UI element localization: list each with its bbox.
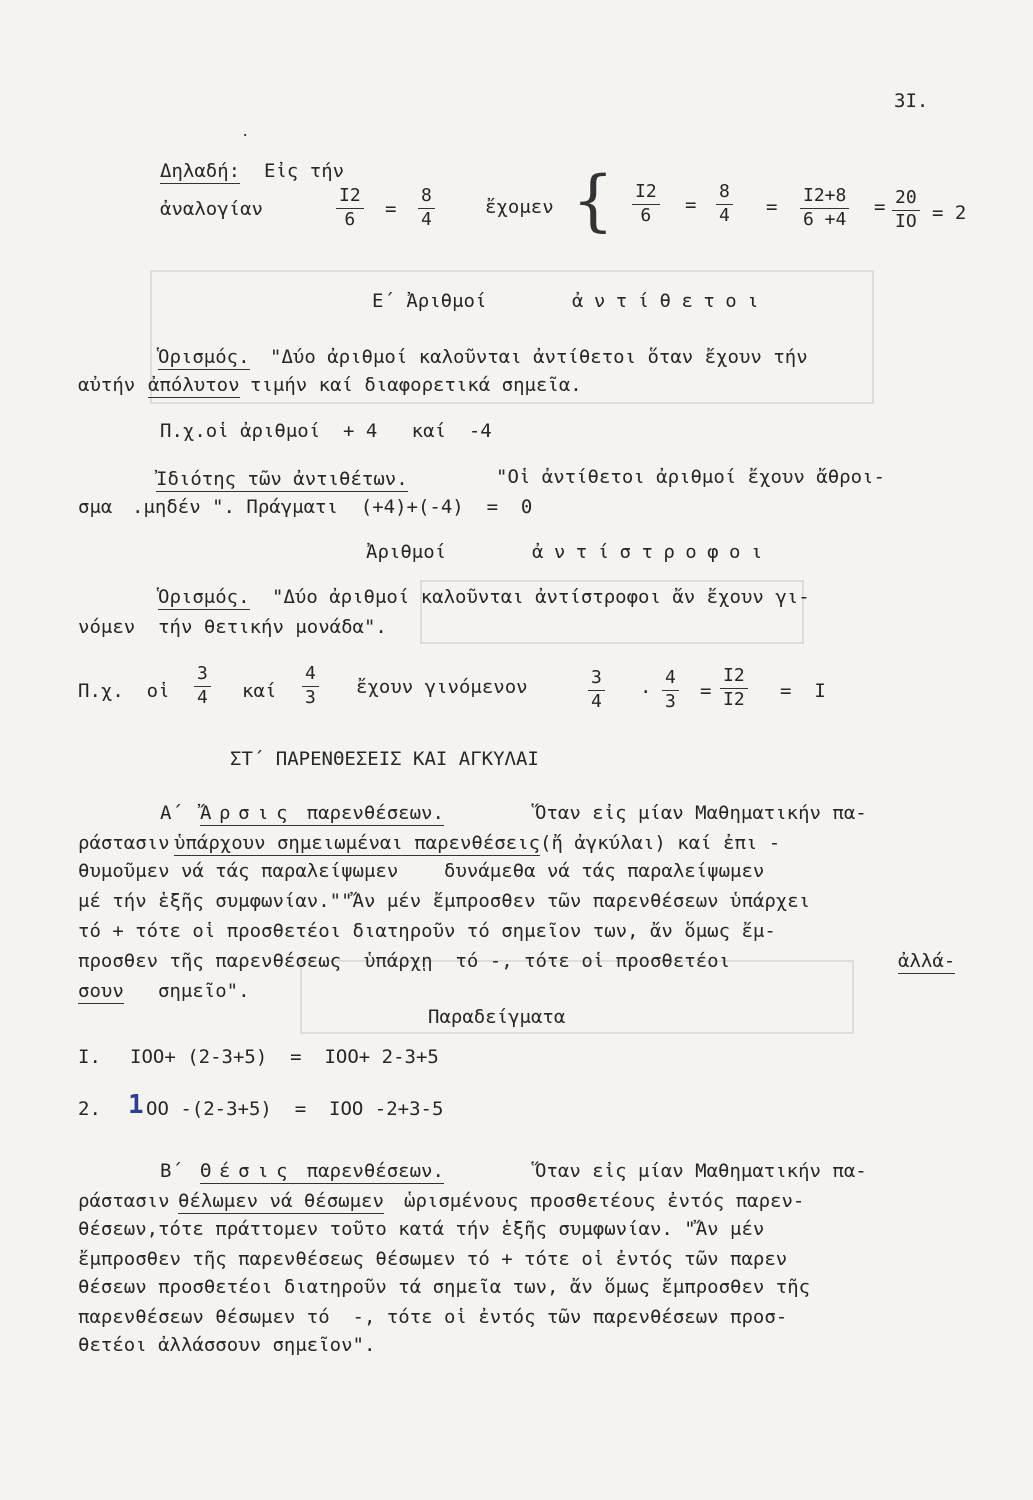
example-1-equation: ΙΟΟ+ (2-3+5) = ΙΟΟ+ 2-3+5	[130, 1046, 439, 1068]
example2-equals: =	[700, 680, 712, 702]
example2-prefix: Π.χ. οἱ	[78, 680, 170, 702]
fraction-12-6-b: $\frac{I2}{6}$	[632, 182, 660, 226]
thesis-line5: θέσεων προσθετέοι διατηροῦν τά σημεῖα των, ἄν ὅμως ἔμπροσθεν τῆς	[78, 1276, 811, 1298]
orismos1-text1: "Δύο ἀριθμοί καλοῦνται ἀντίθετοι ὅταν ἔχουν τήν	[270, 346, 808, 368]
orismos1-example: Π.χ.οἱ ἀριθμοί + 4 καί -4	[160, 420, 492, 442]
multiply-dot: .	[640, 676, 652, 698]
thesis-label-a: Β΄	[160, 1160, 183, 1182]
fraction-12-6: $\frac{I2}{6}$	[336, 186, 364, 230]
handwritten-one: 1	[128, 1090, 144, 1120]
fraction-20-10: $\frac{20}{IO}$	[892, 188, 920, 232]
bleed-through-text	[440, 148, 451, 169]
idiotis-text2-a: σμα	[78, 496, 113, 518]
deilade-line2: ἀναλογίαν	[160, 198, 263, 220]
arsis-line6-underlined: ἀλλά-	[898, 950, 956, 972]
equals-sign-4: =	[874, 196, 886, 218]
arsis-line3: θυμοῦμεν νά τάς παραλείψωμεν δυνάμεθα νά τάς παραλείψωμεν	[78, 860, 765, 882]
example-1-number: Ι.	[78, 1046, 101, 1068]
orismos1-label: Ὁρισμός.	[158, 346, 250, 368]
idiotis-text1: "Οἱ ἀντίθετοι ἀριθμοί ἔχουν ἄθροι-	[496, 466, 885, 488]
thesis-line2-pre: ράστασιν	[78, 1190, 170, 1212]
section-st-title: ΣΤ΄ ΠΑΡΕΝΘΕΣΕΙΣ ΚΑΙ ΑΓΚΥΛΑΙ	[230, 748, 539, 770]
orismos2-text1: "Δύο ἀριθμοί καλοῦνται ἀντίστροφοι ἄν ἔχουν γι-	[272, 586, 810, 608]
equals-sign-2: =	[685, 194, 697, 216]
arsis-label-a: Α΄	[160, 802, 183, 824]
example-2-number: 2.	[78, 1098, 101, 1120]
stray-mark: ·	[241, 128, 250, 144]
fraction-3-4: $\frac{3}{4}$	[194, 664, 211, 708]
thesis-line1: Ὅταν εἰς μίαν Μαθηματικήν πα-	[535, 1160, 867, 1182]
fraction-4-3: $\frac{4}{3}$	[302, 664, 319, 708]
example2-exoun: ἔχουν γινόμενον	[356, 676, 528, 698]
arsis-line2-underlined: ὑπάρχουν σημειωμέναι παρενθέσεις	[174, 832, 541, 854]
thesis-line2-underlined: θέλωμεν νά θέσωμεν	[178, 1190, 384, 1212]
idiotis-text2-b: .μηδέν ". Πράγματι (+4)+(-4) = 0	[132, 496, 533, 518]
arsis-line4: μέ τήν ἑξῆς συμφωνίαν.""Ἄν μέν ἔμπροσθεν τῶν παρενθέσεων ὑπάρχει	[78, 890, 811, 912]
orismos1-text2-post: τιμήν καί διαφορετικά σημεῖα.	[250, 374, 582, 396]
arsis-line5: τό + τότε οἱ προσθετέοι διατηροῦν τό σημεῖον των, ἄν ὅμως ἔμ-	[78, 920, 776, 942]
equals-sign-3: =	[766, 196, 778, 218]
deilade-label: Δηλαδή:	[160, 160, 241, 182]
example-2-equation: ΟΟ -(2-3+5) = ΙΟΟ -2+3-5	[146, 1098, 444, 1120]
fraction-12-12: $\frac{I2}{I2}$	[720, 666, 748, 710]
result-2: = 2	[932, 202, 967, 224]
orismos2-text2: νόμεν τήν θετικήν μονάδα".	[78, 616, 387, 638]
equals-sign: =	[385, 198, 397, 220]
exomen-word: ἔχομεν	[485, 196, 554, 218]
fraction-8-4-b: $\frac{8}{4}$	[716, 182, 733, 226]
thesis-line2-post: ὡρισμένους προσθετέους ἐντός παρεν-	[404, 1190, 805, 1212]
fraction-8-4: $\frac{8}{4}$	[418, 186, 435, 230]
arsis-line7-post: σημεῖο".	[158, 980, 250, 1002]
example2-result: = Ι	[780, 680, 826, 702]
arsis-line2-pre: ράστασιν	[78, 832, 170, 854]
page-number: 3Ι.	[894, 90, 929, 112]
fraction-20-10-sum: $\frac{I2+8}{6 +4}$	[800, 186, 849, 230]
orismos2-label: Ὁρισμός.	[158, 586, 250, 608]
thesis-line7: θετέοι ἀλλάσσουν σημεῖον".	[78, 1334, 376, 1356]
thesis-line6: παρενθέσεων θέσωμεν τό -, τότε οἱ ἐντός τῶν παρενθέσεων προσ-	[78, 1306, 788, 1328]
thesis-line3: θέσεων,τότε πράττομεν τοῦτο κατά τήν ἑξῆς συμφωνίαν. "Ἄν μέν	[78, 1218, 765, 1240]
fraction-4-3-b: $\frac{4}{3}$	[662, 668, 679, 712]
arsis-line2-post: (ἤ ἀγκύλαι) καί ἐπι -	[540, 832, 781, 854]
orismos1-text2-pre: αὐτήν	[78, 374, 136, 396]
arsis-line7-underlined: σουν	[78, 980, 124, 1002]
arsis-line6-pre: προσθεν τῆς παρενθέσεως ὑπάρχῃ τό -, τότε οἱ προσθετέοι	[78, 950, 731, 972]
section-e-title-b: ἀντίθετοι	[572, 290, 770, 312]
arsis-label-b: Ἄρσις παρενθέσεων.	[200, 802, 444, 824]
example2-kai: καί	[242, 680, 277, 702]
fraction-3-4-b: $\frac{3}{4}$	[588, 668, 605, 712]
thesis-line4: ἔμπροσθεν τῆς παρενθέσεως θέσωμεν τό + τότε οἱ ἐντός τῶν παρεν	[78, 1248, 788, 1270]
deilade-line1: Εἰς τήν	[264, 160, 345, 182]
thesis-label-b: Θέσις παρενθέσεων.	[200, 1160, 444, 1182]
left-brace: {	[572, 162, 614, 239]
orismos1-text2-underlined: ἀπόλυτον	[148, 374, 240, 396]
section-e-title-a: Ε΄ Ἀριθμοί	[372, 290, 487, 312]
paradeigmata-title: Παραδείγματα	[428, 1006, 566, 1028]
arsis-line1: Ὅταν εἰς μίαν Μαθηματικήν πα-	[535, 802, 867, 824]
section-ant-title-a: Ἀριθμοί	[366, 541, 447, 563]
idiotis-label: Ἰδιότης τῶν ἀντιθέτων.	[156, 468, 408, 490]
section-ant-title-b: ἀντίστροφοι	[532, 541, 773, 563]
